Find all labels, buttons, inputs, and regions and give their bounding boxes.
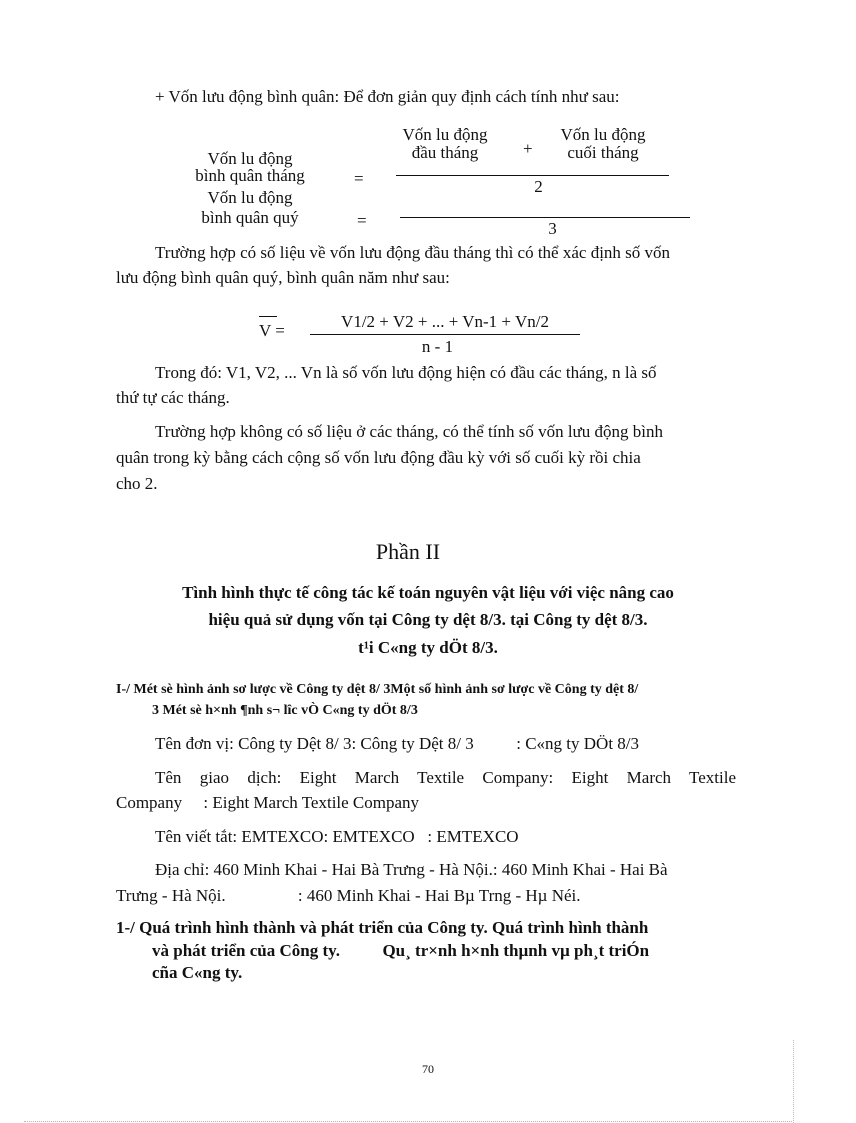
page-number: 70 bbox=[422, 1062, 434, 1076]
formula1-num2-line2: cuối tháng bbox=[567, 143, 639, 162]
company-address-line1: Địa chỉ: 460 Minh Khai - Hai Bà Trưng - Hà Nội.: 460 Minh Khai - Hai Bà bbox=[155, 860, 668, 879]
part-title: Phần II bbox=[375, 539, 441, 564]
paragraph-monthly-data-line1: Trường hợp có số liệu về vốn lưu động đầu tháng thì có thể xác định số vốn bbox=[155, 243, 671, 262]
paragraph-no-data-line3: cho 2. bbox=[116, 474, 158, 493]
formula1-num1-line1: Vốn lu động bbox=[402, 125, 488, 144]
intro-text: + Vốn lưu động bình quân: Để đơn giản quy định cách tính như sau: bbox=[155, 87, 620, 106]
formula3-overbar bbox=[259, 316, 277, 317]
paragraph-no-data-line2: quân trong kỳ bằng cách cộng số vốn lưu động đầu kỳ với số cuối kỳ rồi chia bbox=[116, 448, 641, 467]
section-1-heading-line3: cña C«ng ty. bbox=[152, 963, 243, 982]
formula1-lhs-line1: Vốn lu động bbox=[207, 149, 293, 168]
formula1-equals: = bbox=[354, 169, 364, 188]
company-trade-name-line1: Tên giao dịch: Eight March Textile Company: Eight March Textile bbox=[155, 768, 736, 787]
company-abbreviation: Tên viết tắt: EMTEXCO: EMTEXCO : EMTEXCO bbox=[155, 827, 519, 846]
section-i-heading-line1: I-/ Mét sè hình ảnh sơ lược về Công ty dệt 8/ 3Một số hình ảnh sơ lược về Công ty dệt 8/ bbox=[116, 682, 639, 697]
formula3-denominator: n - 1 bbox=[421, 337, 454, 356]
section-i-heading-line2: 3 Mét sè h×nh ¶nh s¬ lîc vÒ C«ng ty dÖt 8/3 bbox=[152, 703, 418, 718]
paragraph-where-line2: thứ tự các tháng. bbox=[116, 388, 230, 407]
formula2-lhs-line2: bình quân quý bbox=[201, 208, 299, 227]
paragraph-no-data-line1: Trường hợp không có số liệu ở các tháng, có thể tính số vốn lưu động bình bbox=[155, 422, 663, 441]
formula1-lhs-line2: bình quân tháng bbox=[195, 166, 305, 185]
paragraph-monthly-data-line2: lưu động bình quân quý, bình quân năm như sau: bbox=[116, 268, 450, 287]
page-right-border bbox=[793, 1040, 794, 1123]
chapter-heading-line2: hiệu quả sử dụng vốn tại Công ty dệt 8/3. tại Công ty dệt 8/3. bbox=[208, 610, 648, 629]
chapter-heading-line3: t¹i C«ng ty dÖt 8/3. bbox=[358, 638, 498, 657]
company-unit-name: Tên đơn vị: Công ty Dệt 8/ 3: Công ty Dệt 8/ 3 : C«ng ty DÖt 8/3 bbox=[155, 734, 640, 753]
formula2-equals: = bbox=[357, 211, 367, 230]
page-bottom-border bbox=[24, 1121, 792, 1122]
paragraph-where-line1: Trong đó: V1, V2, ... Vn là số vốn lưu động hiện có đầu các tháng, n là số bbox=[155, 363, 657, 382]
formula1-plus: + bbox=[523, 139, 533, 158]
formula1-num1-line2: đầu tháng bbox=[411, 143, 479, 162]
company-trade-name-line2: Company : Eight March Textile Company bbox=[116, 793, 420, 812]
formula3-lhs: V = bbox=[259, 321, 285, 340]
formula1-denominator: 2 bbox=[534, 177, 543, 196]
chapter-heading-line1: Tình hình thực tế công tác kế toán nguyên vật liệu với việc nâng cao bbox=[182, 583, 674, 602]
section-1-heading-line1: 1-/ Quá trình hình thành và phát triển của Công ty. Quá trình hình thành bbox=[116, 918, 649, 937]
section-1-heading-line2: và phát triển của Công ty. Qu¸ tr×nh h×nh thµnh vµ ph¸t triÓn bbox=[152, 941, 650, 960]
formula3-numerator: V1/2 + V2 + ... + Vn-1 + Vn/2 bbox=[341, 312, 549, 331]
company-address-line2: Trưng - Hà Nội. : 460 Minh Khai - Hai Bµ Trng - Hµ Néi. bbox=[116, 886, 581, 905]
formula1-num2-line1: Vốn lu động bbox=[560, 125, 646, 144]
formula2-lhs-line1: Vốn lu động bbox=[207, 188, 293, 207]
formula2-denominator: 3 bbox=[548, 219, 557, 238]
